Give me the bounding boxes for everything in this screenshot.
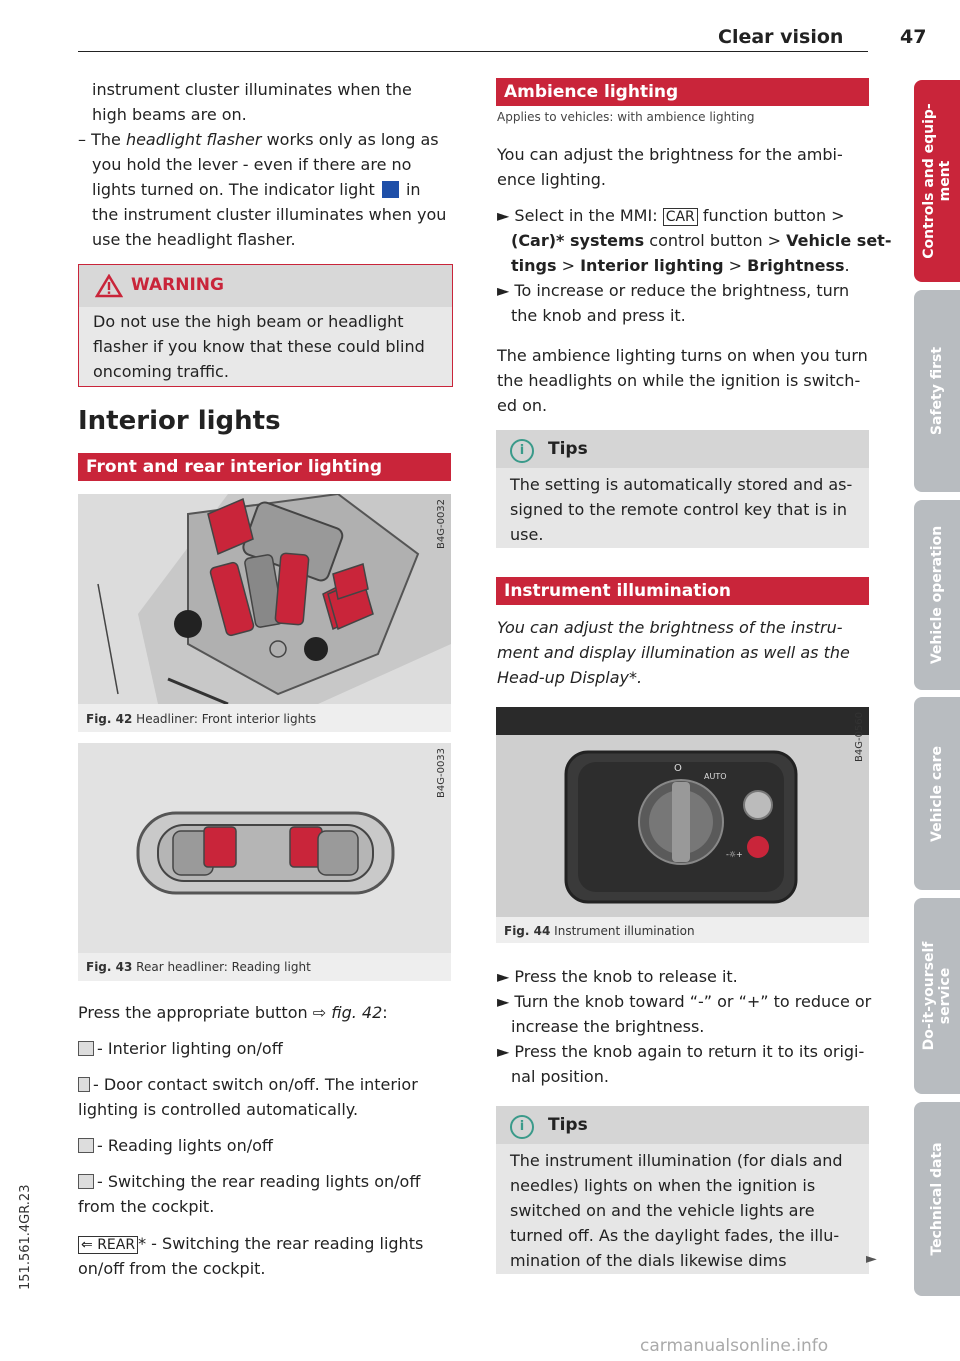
figure-42-code: B4G-0032 (436, 498, 447, 549)
instr-intro-2: ment and display illumination as well as the (497, 643, 850, 662)
instr-intro-3: Head-up Display*. (497, 668, 643, 687)
figure-42-caption: Fig. 42 Headliner: Front interior lights (86, 712, 317, 726)
bullet-arrow-icon: ► (497, 281, 510, 300)
ambience-step-1-line-3: tings > Interior lighting > Brightness. (511, 256, 850, 275)
ambience-step-1: ► Select in the MMI: CAR function button > (497, 206, 845, 225)
item-door-contact: - Door contact switch on/off. The interior (78, 1072, 418, 1097)
tips-text-1: The setting is automatically stored and as- signed to the remote control key that is in use. (510, 475, 853, 544)
header-rule (78, 51, 868, 52)
info-icon: i (510, 1115, 534, 1139)
item-rear-reading-cockpit: - Switching the rear reading lights on/off (78, 1169, 420, 1194)
figure-42 (78, 494, 451, 704)
flasher-line-4: the instrument cluster illuminates when you (92, 205, 447, 224)
warning-box (78, 264, 453, 387)
headliner-front-illustration (78, 494, 451, 704)
tab-do-it-yourself[interactable]: Do-it-yourself service (914, 898, 960, 1094)
ambience-lighting-title: Ambience lighting (496, 78, 869, 106)
flasher-line-1: – The headlight flasher works only as long as (78, 130, 439, 149)
item-rear-button-line-2: on/off from the cockpit. (78, 1259, 266, 1278)
bullet-arrow-icon: ► (497, 1042, 510, 1061)
ambience-para-3: ed on. (497, 396, 548, 415)
ambience-applies: Applies to vehicles: with ambience lighting (497, 110, 755, 124)
car-key-label: CAR (663, 208, 698, 226)
instr-step-2-line-2: increase the brightness. (511, 1017, 705, 1036)
interior-light-button-icon (78, 1041, 94, 1056)
intro-line-2: high beams are on. (92, 105, 247, 124)
figure-reference-link[interactable]: ⇨ fig. 42 (312, 1003, 383, 1022)
warning-title: WARNING (131, 275, 224, 295)
tab-technical-data[interactable]: Technical data (914, 1102, 960, 1296)
light-switch-illustration (496, 707, 869, 917)
tips-box-2 (496, 1106, 869, 1274)
flasher-line-5: use the headlight flasher. (92, 230, 296, 249)
rear-reading-button-icon (78, 1174, 94, 1189)
figure-42-caption-box (78, 704, 451, 732)
figure-44 (496, 707, 869, 917)
item-interior-lighting: - Interior lighting on/off (78, 1036, 283, 1061)
tab-vehicle-operation[interactable]: Vehicle operation (914, 500, 960, 690)
svg-text:O: O (674, 763, 682, 774)
svg-text:-☼+: -☼+ (726, 850, 743, 859)
door-contact-button-icon (78, 1077, 90, 1092)
bullet-arrow-icon: ► (497, 992, 510, 1011)
tips-box-1 (496, 430, 869, 548)
figure-43 (78, 743, 451, 953)
ambience-step-2-line-2: the knob and press it. (511, 306, 686, 325)
figure-44-code: B4G-0560 (854, 711, 865, 762)
figure-43-caption-box (78, 953, 451, 981)
figure-44-caption-box (496, 917, 869, 943)
headliner-rear-illustration (78, 743, 451, 953)
press-button-instruction: Press the appropriate button ⇨ fig. 42: (78, 1003, 388, 1022)
figure-43-caption: Fig. 43 Rear headliner: Reading light (86, 960, 311, 974)
instr-step-3-line-2: nal position. (511, 1067, 609, 1086)
subsection-title-front-rear: Front and rear interior lighting (78, 453, 451, 481)
item-rear-reading-cockpit-line-2: from the cockpit. (78, 1197, 215, 1216)
ambience-intro-2: ence lighting. (497, 170, 606, 189)
page-number: 47 (900, 26, 927, 48)
item-door-contact-line-2: lighting is controlled automatically. (78, 1100, 359, 1119)
figure-44-caption: Fig. 44 Instrument illumination (504, 924, 695, 938)
warning-text: Do not use the high beam or headlight flasher if you know that these could blind oncoming traffic. (93, 312, 425, 381)
item-rear-button: ⇐ REAR * - Switching the rear reading lights (78, 1231, 423, 1256)
figure-43-code: B4G-0033 (436, 747, 447, 798)
watermark: carmanualsonline.info (640, 1336, 829, 1356)
warning-header (79, 265, 452, 307)
document-code: 151.561.4GR.23 (18, 1184, 33, 1290)
flasher-line-2: you hold the lever - even if there are no (92, 155, 412, 174)
instrument-illumination-title: Instrument illumination (496, 577, 869, 605)
instr-step-1: ► Press the knob to release it. (497, 967, 738, 986)
tips-title-1: Tips (548, 439, 588, 459)
tips-header-1 (496, 430, 869, 468)
tips-header-2 (496, 1106, 869, 1144)
ambience-para-1: The ambience lighting turns on when you turn (497, 346, 868, 365)
rear-button-icon: ⇐ REAR (78, 1236, 138, 1254)
section-title: Interior lights (78, 406, 281, 436)
continue-arrow-icon: ► (866, 1251, 877, 1267)
ambience-step-2: ► To increase or reduce the brightness, turn (497, 281, 850, 300)
ambience-para-2: the headlights on while the ignition is switch- (497, 371, 861, 390)
high-beam-indicator-icon (382, 181, 399, 198)
tips-title-2: Tips (548, 1115, 588, 1135)
flasher-line-3: lights turned on. The indicator light in (92, 180, 421, 199)
ambience-intro-1: You can adjust the brightness for the ambi- (497, 145, 843, 164)
running-header-title: Clear vision (718, 26, 844, 48)
tab-controls-equipment[interactable]: Controls and equip- ment (914, 80, 960, 282)
ambience-step-1-line-2: (Car)* systems control button > Vehicle set- (511, 231, 892, 250)
reading-light-button-icon (78, 1138, 94, 1153)
item-reading-lights: - Reading lights on/off (78, 1133, 273, 1158)
tab-safety-first[interactable]: Safety first (914, 290, 960, 492)
instr-intro-1: You can adjust the brightness of the instru- (497, 618, 843, 637)
tips-text-2: The instrument illumination (for dials and needles) lights on when the ignition is switched on and the vehicle lights are turned off. As the daylight fades, the illu- mination of the dials likewise dims (510, 1151, 843, 1270)
bullet-arrow-icon: ► (497, 967, 510, 986)
instr-step-3: ► Press the knob again to return it to its origi- (497, 1042, 865, 1061)
intro-line-1: instrument cluster illuminates when the (92, 80, 412, 99)
instr-step-2: ► Turn the knob toward “-” or “+” to reduce or (497, 992, 872, 1011)
tab-vehicle-care[interactable]: Vehicle care (914, 697, 960, 890)
svg-text:AUTO: AUTO (704, 772, 727, 781)
bullet-arrow-icon: ► (497, 206, 510, 225)
warning-triangle-icon (95, 274, 123, 298)
info-icon: i (510, 439, 534, 463)
